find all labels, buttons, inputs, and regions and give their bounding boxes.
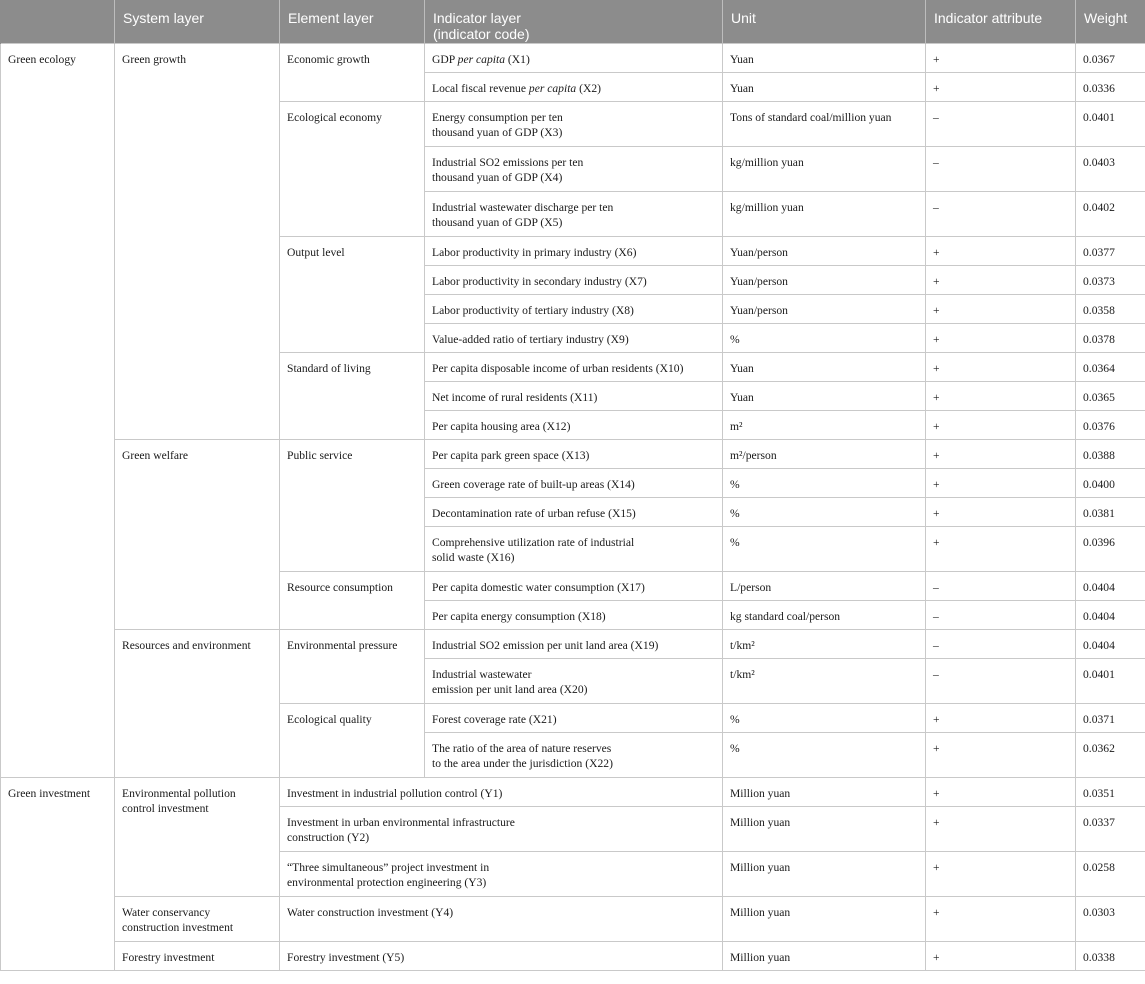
attribute-cell: – <box>926 658 1076 703</box>
table-row <box>1 439 1145 468</box>
indicator-cell: Industrial wastewater emission per unit land area (X20) <box>425 658 723 703</box>
unit-cell: Yuan/person <box>723 294 926 323</box>
weight-cell: 0.0364 <box>1076 352 1145 381</box>
table-row <box>1 896 1145 941</box>
weight-cell: 0.0358 <box>1076 294 1145 323</box>
indicator-cell: Per capita housing area (X12) <box>425 410 723 439</box>
indicator-cell: Energy consumption per ten thousand yuan of GDP (X3) <box>425 101 723 146</box>
indicator-cell: Water construction investment (Y4) <box>280 896 723 941</box>
weight-cell: 0.0376 <box>1076 410 1145 439</box>
unit-cell: % <box>723 732 926 777</box>
indicator-cell: Per capita park green space (X13) <box>425 439 723 468</box>
weight-cell: 0.0378 <box>1076 323 1145 352</box>
weight-cell: 0.0258 <box>1076 851 1145 896</box>
unit-cell: Yuan <box>723 381 926 410</box>
attribute-cell: + <box>926 468 1076 497</box>
weight-cell: 0.0388 <box>1076 439 1145 468</box>
weight-cell: 0.0404 <box>1076 571 1145 600</box>
sub-element-cell: Resource consumption <box>280 571 425 629</box>
unit-cell: % <box>723 323 926 352</box>
weight-cell: 0.0337 <box>1076 806 1145 851</box>
weight-cell: 0.0336 <box>1076 72 1145 101</box>
unit-cell: Tons of standard coal/million yuan <box>723 101 926 146</box>
header-system-layer: System layer <box>115 0 280 43</box>
indicator-cell: Local fiscal revenue per capita (X2) <box>425 72 723 101</box>
header-unit: Unit <box>723 0 926 43</box>
sub-element-cell: Output level <box>280 236 425 352</box>
unit-cell: Yuan/person <box>723 265 926 294</box>
weight-cell: 0.0367 <box>1076 43 1145 72</box>
weight-cell: 0.0373 <box>1076 265 1145 294</box>
unit-cell: % <box>723 703 926 732</box>
indicator-cell: Labor productivity of tertiary industry (X8) <box>425 294 723 323</box>
unit-cell: kg/million yuan <box>723 191 926 236</box>
attribute-cell: + <box>926 294 1076 323</box>
unit-cell: t/km² <box>723 658 926 703</box>
indicator-cell: GDP per capita (X1) <box>425 43 723 72</box>
indicator-cell: Per capita disposable income of urban residents (X10) <box>425 352 723 381</box>
indicator-cell: Labor productivity in secondary industry (X7) <box>425 265 723 294</box>
table-row <box>1 43 1145 72</box>
weight-cell: 0.0338 <box>1076 941 1145 970</box>
element-cell: Environmental pollution control investment <box>115 777 280 896</box>
weight-cell: 0.0401 <box>1076 658 1145 703</box>
attribute-cell: + <box>926 265 1076 294</box>
unit-cell: t/km² <box>723 629 926 658</box>
attribute-cell: – <box>926 146 1076 191</box>
sub-element-cell: Standard of living <box>280 352 425 439</box>
weight-cell: 0.0404 <box>1076 629 1145 658</box>
system-cell: Green ecology <box>1 43 115 777</box>
table-row <box>1 629 1145 658</box>
indicator-cell: Labor productivity in primary industry (X6) <box>425 236 723 265</box>
attribute-cell: + <box>926 381 1076 410</box>
attribute-cell: + <box>926 323 1076 352</box>
attribute-cell: + <box>926 236 1076 265</box>
unit-cell: kg standard coal/person <box>723 600 926 629</box>
indicator-cell: Forestry investment (Y5) <box>280 941 723 970</box>
unit-cell: Yuan <box>723 43 926 72</box>
unit-cell: kg/million yuan <box>723 146 926 191</box>
sub-element-cell: Public service <box>280 439 425 571</box>
indicator-cell: Per capita domestic water consumption (X17) <box>425 571 723 600</box>
attribute-cell: + <box>926 526 1076 571</box>
indicator-cell: Investment in urban environmental infrastructure construction (Y2) <box>280 806 723 851</box>
weight-cell: 0.0402 <box>1076 191 1145 236</box>
system-cell: Green investment <box>1 777 115 970</box>
unit-cell: Million yuan <box>723 806 926 851</box>
weight-cell: 0.0401 <box>1076 101 1145 146</box>
element-cell: Water conservancy construction investment <box>115 896 280 941</box>
attribute-cell: – <box>926 101 1076 146</box>
indicator-cell: Investment in industrial pollution control (Y1) <box>280 777 723 806</box>
indicator-cell: Industrial wastewater discharge per ten thousand yuan of GDP (X5) <box>425 191 723 236</box>
attribute-cell: – <box>926 600 1076 629</box>
unit-cell: Million yuan <box>723 896 926 941</box>
weight-cell: 0.0351 <box>1076 777 1145 806</box>
attribute-cell: + <box>926 732 1076 777</box>
indicator-cell: The ratio of the area of nature reserves to the area under the jurisdiction (X22) <box>425 732 723 777</box>
weight-cell: 0.0362 <box>1076 732 1145 777</box>
attribute-cell: – <box>926 629 1076 658</box>
header-indicator-attribute: Indicator attribute <box>926 0 1076 43</box>
unit-cell: % <box>723 497 926 526</box>
attribute-cell: + <box>926 410 1076 439</box>
unit-cell: Yuan <box>723 72 926 101</box>
unit-cell: Yuan <box>723 352 926 381</box>
attribute-cell: + <box>926 497 1076 526</box>
unit-cell: Yuan/person <box>723 236 926 265</box>
indicator-cell: Per capita energy consumption (X18) <box>425 600 723 629</box>
indicator-cell: Green coverage rate of built-up areas (X14) <box>425 468 723 497</box>
unit-cell: Million yuan <box>723 851 926 896</box>
indicator-cell: Forest coverage rate (X21) <box>425 703 723 732</box>
indicator-cell: Industrial SO2 emission per unit land area (X19) <box>425 629 723 658</box>
indicator-cell: Decontamination rate of urban refuse (X15) <box>425 497 723 526</box>
unit-cell: Million yuan <box>723 941 926 970</box>
weight-cell: 0.0381 <box>1076 497 1145 526</box>
weight-cell: 0.0403 <box>1076 146 1145 191</box>
element-cell: Forestry investment <box>115 941 280 970</box>
element-cell: Green growth <box>115 43 280 439</box>
element-cell: Green welfare <box>115 439 280 629</box>
attribute-cell: + <box>926 896 1076 941</box>
unit-cell: % <box>723 526 926 571</box>
indicator-cell: “Three simultaneous” project investment in environmental protection engineering (Y3) <box>280 851 723 896</box>
table-row <box>1 941 1145 970</box>
header-blank <box>1 0 115 43</box>
table-header <box>1 0 1145 43</box>
indicator-cell: Comprehensive utilization rate of industrial solid waste (X16) <box>425 526 723 571</box>
weight-cell: 0.0404 <box>1076 600 1145 629</box>
unit-cell: % <box>723 468 926 497</box>
attribute-cell: + <box>926 851 1076 896</box>
sub-element-cell: Ecological economy <box>280 101 425 236</box>
element-cell: Resources and environment <box>115 629 280 777</box>
attribute-cell: + <box>926 941 1076 970</box>
weight-cell: 0.0377 <box>1076 236 1145 265</box>
attribute-cell: + <box>926 352 1076 381</box>
sub-element-cell: Ecological quality <box>280 703 425 777</box>
attribute-cell: + <box>926 806 1076 851</box>
attribute-cell: – <box>926 571 1076 600</box>
sub-element-cell: Environmental pressure <box>280 629 425 703</box>
unit-cell: Million yuan <box>723 777 926 806</box>
unit-cell: m² <box>723 410 926 439</box>
attribute-cell: + <box>926 777 1076 806</box>
table-row <box>1 777 1145 806</box>
attribute-cell: + <box>926 703 1076 732</box>
weight-cell: 0.0365 <box>1076 381 1145 410</box>
header-indicator-layer: Indicator layer (indicator code) <box>425 0 723 43</box>
indicator-cell: Industrial SO2 emissions per ten thousand yuan of GDP (X4) <box>425 146 723 191</box>
attribute-cell: + <box>926 439 1076 468</box>
unit-cell: L/person <box>723 571 926 600</box>
indicator-cell: Value-added ratio of tertiary industry (X9) <box>425 323 723 352</box>
sub-element-cell: Economic growth <box>280 43 425 101</box>
attribute-cell: + <box>926 72 1076 101</box>
attribute-cell: + <box>926 43 1076 72</box>
indicator-cell: Net income of rural residents (X11) <box>425 381 723 410</box>
attribute-cell: – <box>926 191 1076 236</box>
unit-cell: m²/person <box>723 439 926 468</box>
weight-cell: 0.0400 <box>1076 468 1145 497</box>
header-element-layer: Element layer <box>280 0 425 43</box>
weight-cell: 0.0396 <box>1076 526 1145 571</box>
weight-cell: 0.0371 <box>1076 703 1145 732</box>
header-weight: Weight <box>1076 0 1145 43</box>
table-body <box>1 43 1145 970</box>
weight-cell: 0.0303 <box>1076 896 1145 941</box>
